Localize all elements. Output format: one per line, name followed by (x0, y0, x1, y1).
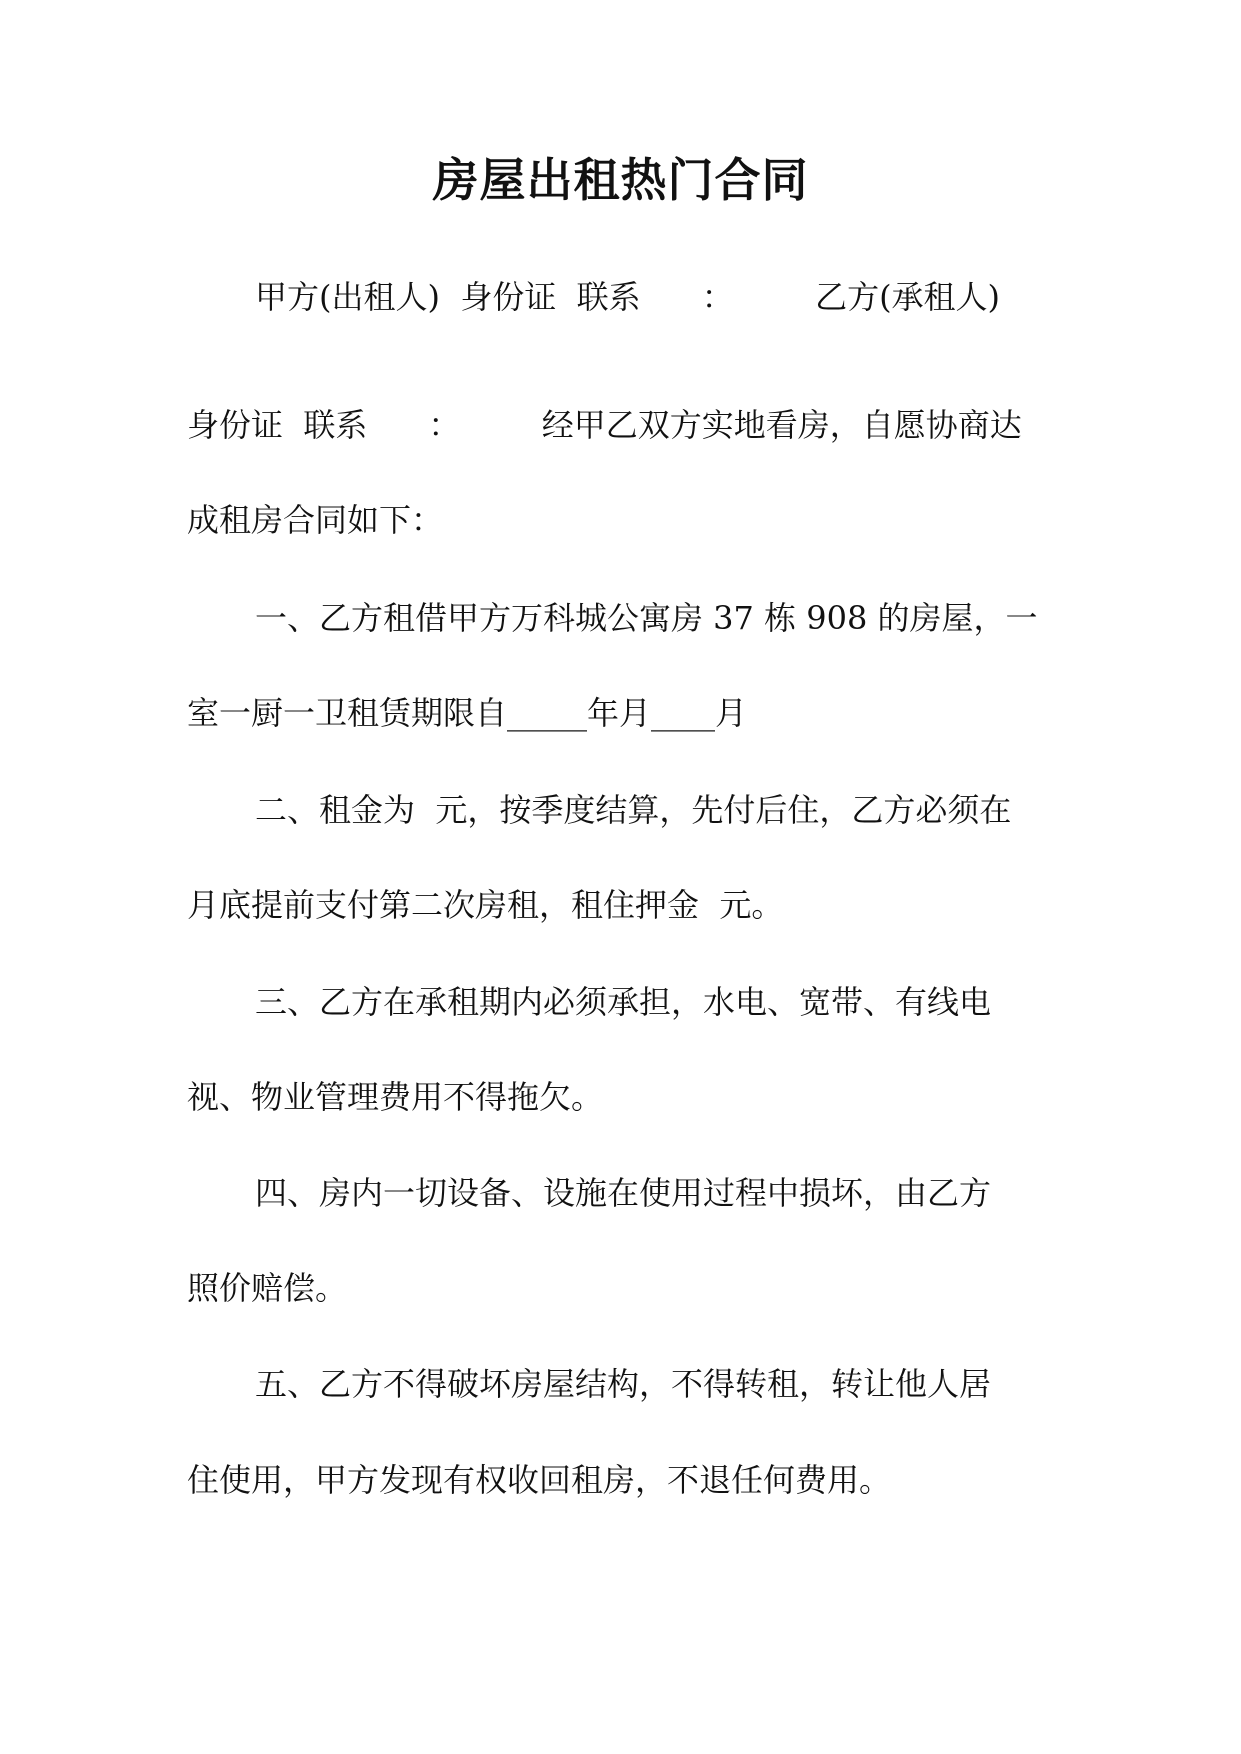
clause-1-line-2: 室一厨一卫租赁期限自_____年月____月 (187, 694, 748, 732)
clause-4-line-2: 照价赔偿。 (187, 1269, 348, 1307)
document-title: 房屋出租热门合同 (432, 153, 809, 207)
party-a-line: 甲方(出租人) 身份证 联系 ： 乙方(承租人) (255, 278, 1001, 316)
clause-5-line-1: 五、乙方不得破坏房屋结构，不得转租，转让他人居 (255, 1365, 992, 1403)
clause-5-line-2: 住使用，甲方发现有权收回租房，不退任何费用。 (187, 1461, 892, 1499)
clause-1-line-1: 一、乙方租借甲方万科城公寓房 37 栋 908 的房屋，一 (255, 599, 1038, 637)
clause-3-line-2: 视、物业管理费用不得拖欠。 (187, 1078, 604, 1116)
clause-2-line-2: 月底提前支付第二次房租，租住押金 元。 (187, 886, 784, 924)
clause-3-line-1: 三、乙方在承租期内必须承担，水电、宽带、有线电 (255, 983, 992, 1021)
clause-2-line-1: 二、租金为 元，按季度结算，先付后住，乙方必须在 (255, 791, 1012, 829)
party-b-line: 身份证 联系 ： 经甲乙双方实地看房，自愿协商达 (187, 406, 1022, 444)
clause-4-line-1: 四、房内一切设备、设施在使用过程中损坏，由乙方 (255, 1174, 992, 1212)
intro-line-end: 成租房合同如下： (187, 501, 444, 539)
